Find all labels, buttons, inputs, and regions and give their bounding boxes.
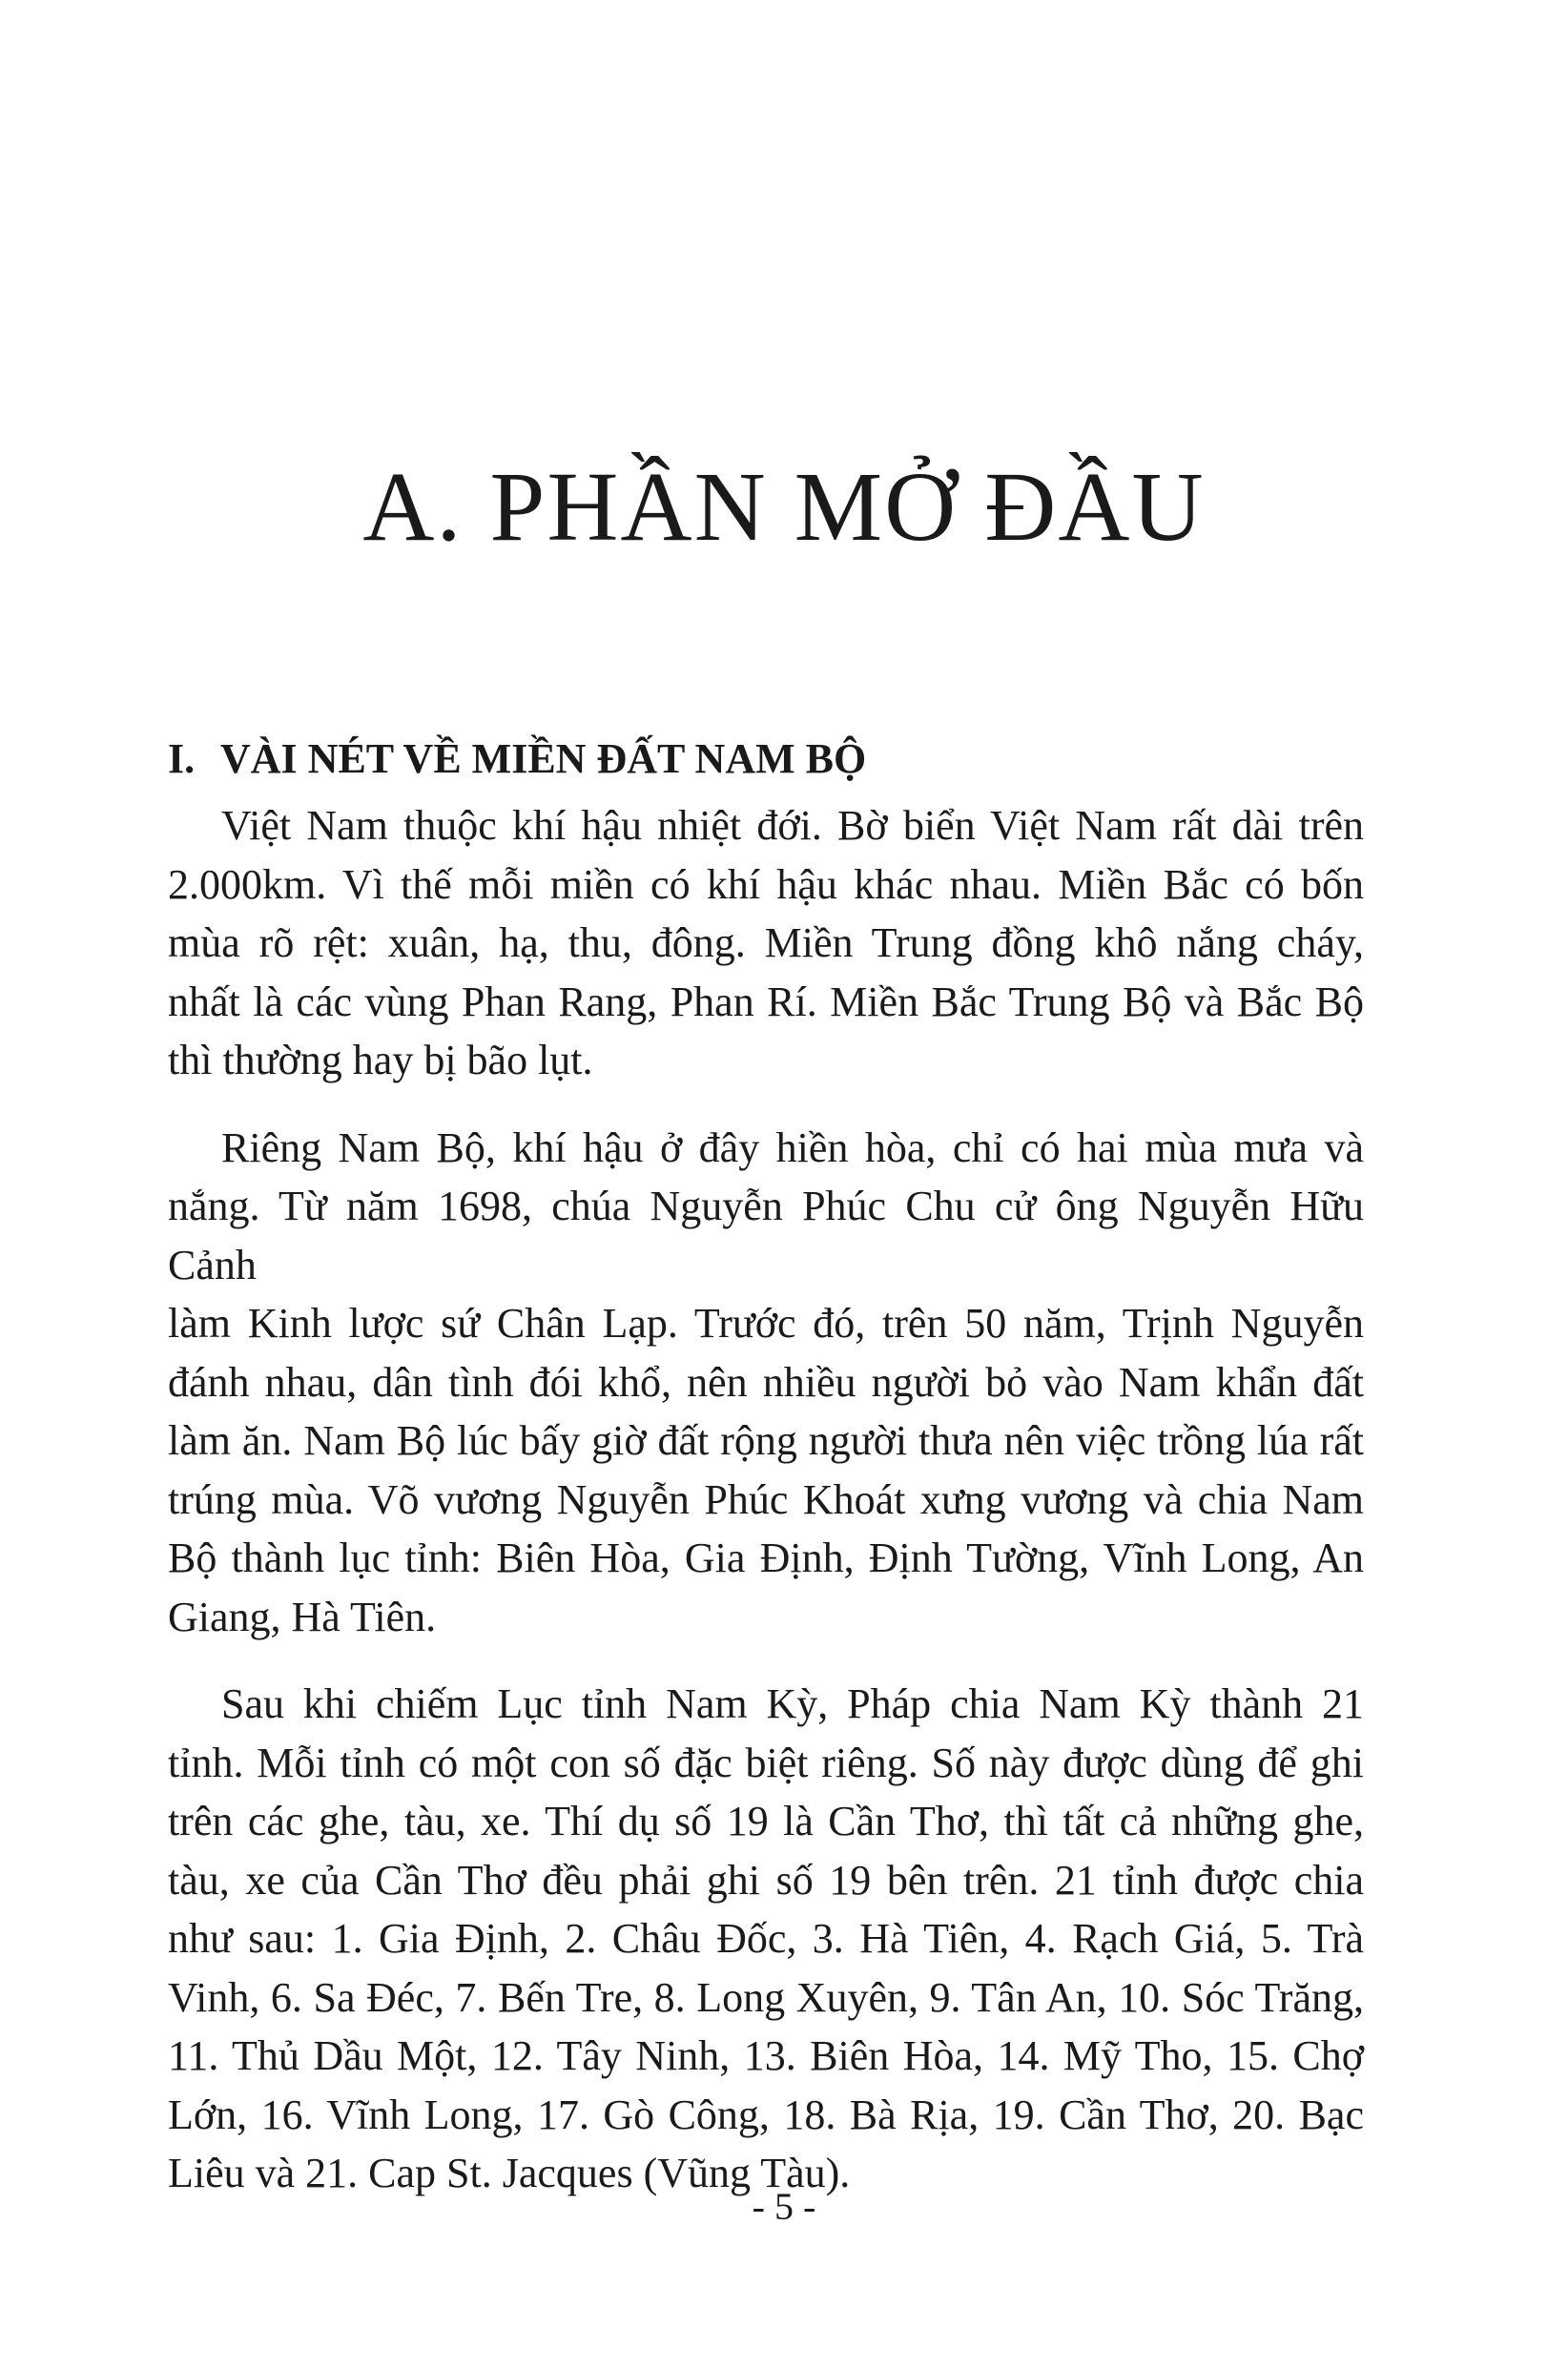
- paragraph-3: [168, 1675, 1364, 2203]
- section-number: I.: [168, 735, 196, 782]
- text-line: làm Kinh lược sứ Chân Lạp. Trước đó, trên 50 năm, Trịnh Nguyễn: [168, 1300, 1364, 1347]
- page-number: - 5 -: [752, 2185, 816, 2228]
- text-line: Lớn, 16. Vĩnh Long, 17. Gò Công, 18. Bà Rịa, 19. Cần Thơ, 20. Bạc: [168, 2091, 1364, 2138]
- text-line: Sau khi chiếm Lục tỉnh Nam Kỳ, Pháp chia Nam Kỳ thành 21: [221, 1680, 1364, 1727]
- text-line: như sau: 1. Gia Định, 2. Châu Đốc, 3. Hà Tiên, 4. Rạch Giá, 5. Trà: [168, 1915, 1364, 1962]
- paragraph-1: [168, 796, 1364, 1090]
- text-line: mùa rõ rệt: xuân, hạ, thu, đông. Miền Trung đồng khô nắng cháy,: [168, 919, 1364, 966]
- text-line: Riêng Nam Bộ, khí hậu ở đây hiền hòa, chỉ có hai mùa mưa và: [221, 1123, 1364, 1171]
- chapter-title: A. PHẦN MỞ ĐẦU: [362, 452, 1206, 562]
- text-line: làm ăn. Nam Bộ lúc bấy giờ đất rộng người thưa nên việc trồng lúa rất: [168, 1417, 1364, 1464]
- text-line: tỉnh. Mỗi tỉnh có một con số đặc biệt riêng. Số này được dùng để ghi: [168, 1739, 1364, 1786]
- section-title: VÀI NÉT VỀ MIỀN ĐẤT NAM BỘ: [220, 735, 867, 782]
- paragraph-2: [168, 1119, 1364, 1647]
- text-line: nhất là các vùng Phan Rang, Phan Rí. Miền Bắc Trung Bộ và Bắc Bộ: [168, 978, 1364, 1025]
- text-line: trên các ghe, tàu, xe. Thí dụ số 19 là Cần Thơ, thì tất cả những ghe,: [168, 1798, 1364, 1844]
- text-line: Giang, Hà Tiên.: [168, 1593, 437, 1640]
- text-line: thì thường hay bị bão lụt.: [168, 1037, 593, 1083]
- text-line: Vinh, 6. Sa Đéc, 7. Bến Tre, 8. Long Xuyên, 9. Tân An, 10. Sóc Trăng,: [168, 1973, 1364, 2021]
- text-line: 2.000km. Vì thế mỗi miền có khí hậu khác nhau. Miền Bắc có bốn: [168, 860, 1364, 908]
- text-line: 11. Thủ Dầu Một, 12. Tây Ninh, 13. Biên Hòa, 14. Mỹ Tho, 15. Chợ: [168, 2032, 1364, 2079]
- text-line: trúng mùa. Võ vương Nguyễn Phúc Khoát xưng vương và chia Nam: [168, 1475, 1364, 1523]
- body-text: [168, 796, 1364, 2232]
- text-line: đánh nhau, dân tình đói khổ, nên nhiều người bỏ vào Nam khẩn đất: [168, 1358, 1364, 1406]
- text-line: Bộ thành lục tỉnh: Biên Hòa, Gia Định, Định Tường, Vĩnh Long, An: [168, 1535, 1364, 1581]
- text-line: nắng. Từ năm 1698, chúa Nguyễn Phúc Chu cử ông Nguyễn Hữu Cảnh: [168, 1183, 1364, 1288]
- section-heading: [168, 734, 866, 785]
- text-line: tàu, xe của Cần Thơ đều phải ghi số 19 bên trên. 21 tỉnh được chia: [168, 1856, 1364, 1904]
- text-line: Việt Nam thuộc khí hậu nhiệt đới. Bờ biển Việt Nam rất dài trên: [221, 802, 1364, 849]
- text-line: Liêu và 21. Cap St. Jacques (Vũng Tàu).: [168, 2150, 851, 2196]
